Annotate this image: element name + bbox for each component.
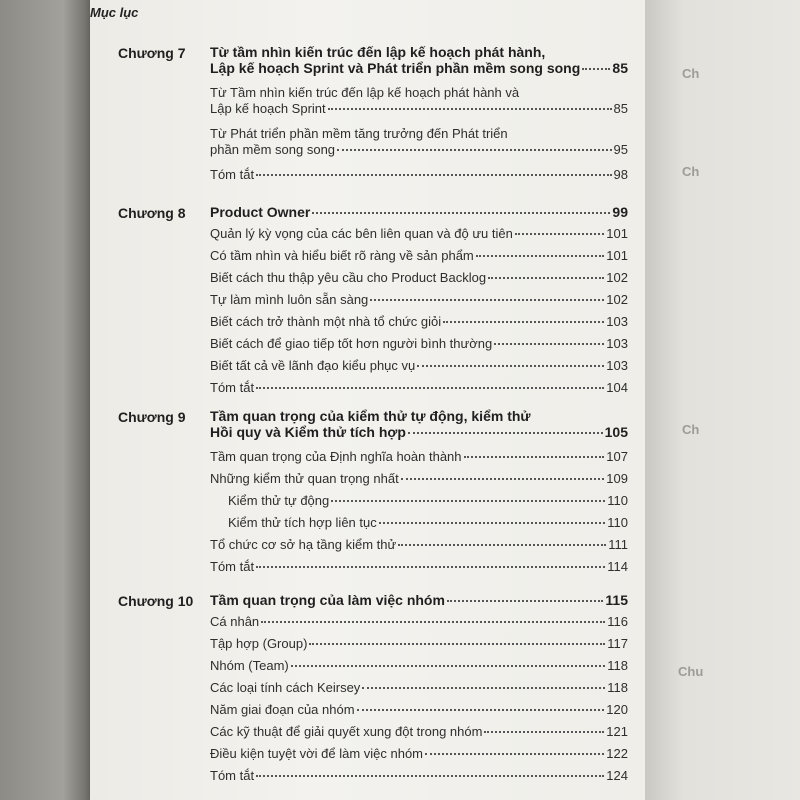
dot-leader [447,599,603,602]
entry-text: Tóm tắt [210,559,255,574]
entry-text: Tầm quan trọng của kiểm thử tự động, kiểm thử [210,408,531,424]
dot-leader [582,67,610,70]
edge-label: Chu [678,664,704,679]
dot-leader [309,642,605,645]
page-number: 110 [607,493,628,508]
dot-leader [357,708,605,711]
entry-text: phần mềm song song [210,142,336,157]
dot-leader [331,499,605,502]
chapter-title-entry [210,204,628,220]
entry-text: Biết cách trở thành một nhà tổ chức giỏi [210,314,442,329]
entry-text: Biết cách thu thập yêu cầu cho Product Backlog [210,270,487,285]
toc-entry [210,85,628,117]
entry-text: Những kiểm thử quan trọng nhất [210,471,399,486]
entry-text: Biết cách để giao tiếp tốt hơn người bình thường [210,336,493,351]
dot-leader [379,521,606,524]
entry-text: Năm giai đoạn của nhóm [210,702,355,717]
toc-entry [210,471,628,487]
page-number: 99 [612,204,628,220]
toc-entry [210,636,628,652]
chapter-label: Chương 9 [118,409,186,425]
entry-text: Kiểm thử tích hợp liên tục [228,515,377,530]
entry-text: Tự làm mình luôn sẵn sàng [210,292,369,307]
entry-text: Tập hợp (Group) [210,636,308,651]
page-number: 116 [607,614,628,629]
toc-entry [210,724,628,740]
dot-leader [328,107,612,110]
entry-text: Tầm quan trọng của Định nghĩa hoàn thành [210,449,462,464]
dot-leader [494,342,604,345]
dot-leader [337,148,612,151]
page-number: 117 [607,636,628,651]
page-number: 103 [606,314,628,329]
page-number: 103 [606,336,628,351]
toc-page [90,0,645,800]
toc-entry [210,270,628,286]
entry-text: Có tầm nhìn và hiểu biết rõ ràng về sản phẩm [210,248,474,263]
chapter-title-entry [210,408,628,440]
toc-entry [210,292,628,308]
entry-text: Từ Tầm nhìn kiến trúc đến lập kế hoạch phát hành và [210,85,520,100]
dot-leader [425,752,604,755]
page-number: 107 [606,449,628,464]
dot-leader [484,730,604,733]
entry-text: Tóm tắt [210,768,255,783]
page-number: 121 [606,724,628,739]
edge-label: Ch [682,66,700,81]
entry-text: Các loại tính cách Keirsey [210,680,361,695]
left-page-edge [0,0,90,800]
toc-entry [210,380,628,396]
entry-text: Các kỹ thuật để giải quyết xung đột trong nhóm [210,724,483,739]
dot-leader [312,211,610,214]
entry-text: Kiểm thử tự động [228,493,330,508]
chapter-title-entry [210,44,628,76]
page-header: Mục lục [90,5,139,20]
page-number: 120 [606,702,628,717]
dot-leader [464,455,605,458]
toc-entry [210,614,628,630]
toc-entry [210,559,628,575]
dot-leader [370,298,604,301]
dot-leader [256,173,611,176]
page-number: 85 [612,60,628,76]
dot-leader [401,477,605,480]
toc-entry [210,248,628,264]
entry-text: Từ tầm nhìn kiến trúc đến lập kế hoạch phát hành, [210,44,546,60]
dot-leader [476,254,605,257]
toc-entry [210,336,628,352]
entry-text: Tóm tắt [210,167,255,182]
page-number: 110 [607,515,628,530]
entry-text: Biết tất cả về lãnh đạo kiểu phục vụ [210,358,416,373]
page-number: 109 [606,471,628,486]
page-number: 85 [613,101,628,116]
toc-entry [210,126,628,158]
page-number: 102 [606,292,628,307]
page-number: 118 [607,658,628,673]
dot-leader [256,386,604,389]
edge-label: Ch [682,164,700,179]
toc-entry [210,226,628,242]
page-number: 114 [607,559,628,574]
entry-text: Nhóm (Team) [210,658,289,673]
toc-entry [210,537,628,553]
dot-leader [256,565,605,568]
entry-text: Tóm tắt [210,380,255,395]
entry-text: Product Owner [210,204,311,220]
toc-entry [228,493,628,509]
page-number: 118 [607,680,628,695]
toc-entry [210,746,628,762]
toc-entry [210,658,628,674]
page-number: 98 [613,167,628,182]
toc-entry [210,680,628,696]
dot-leader [488,276,604,279]
chapter-label: Chương 8 [118,205,186,221]
page-number: 103 [606,358,628,373]
toc-entry [210,449,628,465]
entry-text: Hồi quy và Kiểm thử tích hợp [210,424,406,440]
dot-leader [362,686,605,689]
chapter-label: Chương 10 [118,593,194,609]
page-number: 111 [608,537,628,552]
page-number: 102 [606,270,628,285]
toc-entry [210,702,628,718]
page-number: 122 [606,746,628,761]
next-page-edge [645,0,800,800]
entry-text: Lập kế hoạch Sprint [210,101,326,116]
page-number: 101 [606,248,628,263]
page-number: 115 [605,592,628,608]
entry-text: Quản lý kỳ vọng của các bên liên quan và độ ưu tiên [210,226,513,241]
entry-text: Cá nhân [210,614,260,629]
page-number: 124 [606,768,628,783]
toc-entry [210,768,628,784]
toc-entry [210,167,628,183]
dot-leader [443,320,604,323]
entry-text: Tầm quan trọng của làm việc nhóm [210,592,445,608]
edge-label: Ch [682,422,700,437]
entry-text: Lập kế hoạch Sprint và Phát triển phần mềm song song [210,60,581,76]
chapter-title-entry [210,592,628,608]
dot-leader [261,620,605,623]
toc-entry [210,314,628,330]
dot-leader [417,364,604,367]
page-number: 95 [613,142,628,157]
entry-text: Điều kiện tuyệt vời để làm việc nhóm [210,746,424,761]
page-number: 105 [604,424,628,440]
dot-leader [515,232,604,235]
dot-leader [291,664,606,667]
chapter-label: Chương 7 [118,45,186,61]
dot-leader [408,431,603,434]
toc-entry [228,515,628,531]
page-number: 104 [606,380,628,395]
dot-leader [398,543,606,546]
dot-leader [256,774,604,777]
entry-text: Tổ chức cơ sở hạ tầng kiểm thử [210,537,397,552]
page-number: 101 [606,226,628,241]
entry-text: Từ Phát triển phần mềm tăng trưởng đến Phát triển [210,126,508,141]
toc-entry [210,358,628,374]
